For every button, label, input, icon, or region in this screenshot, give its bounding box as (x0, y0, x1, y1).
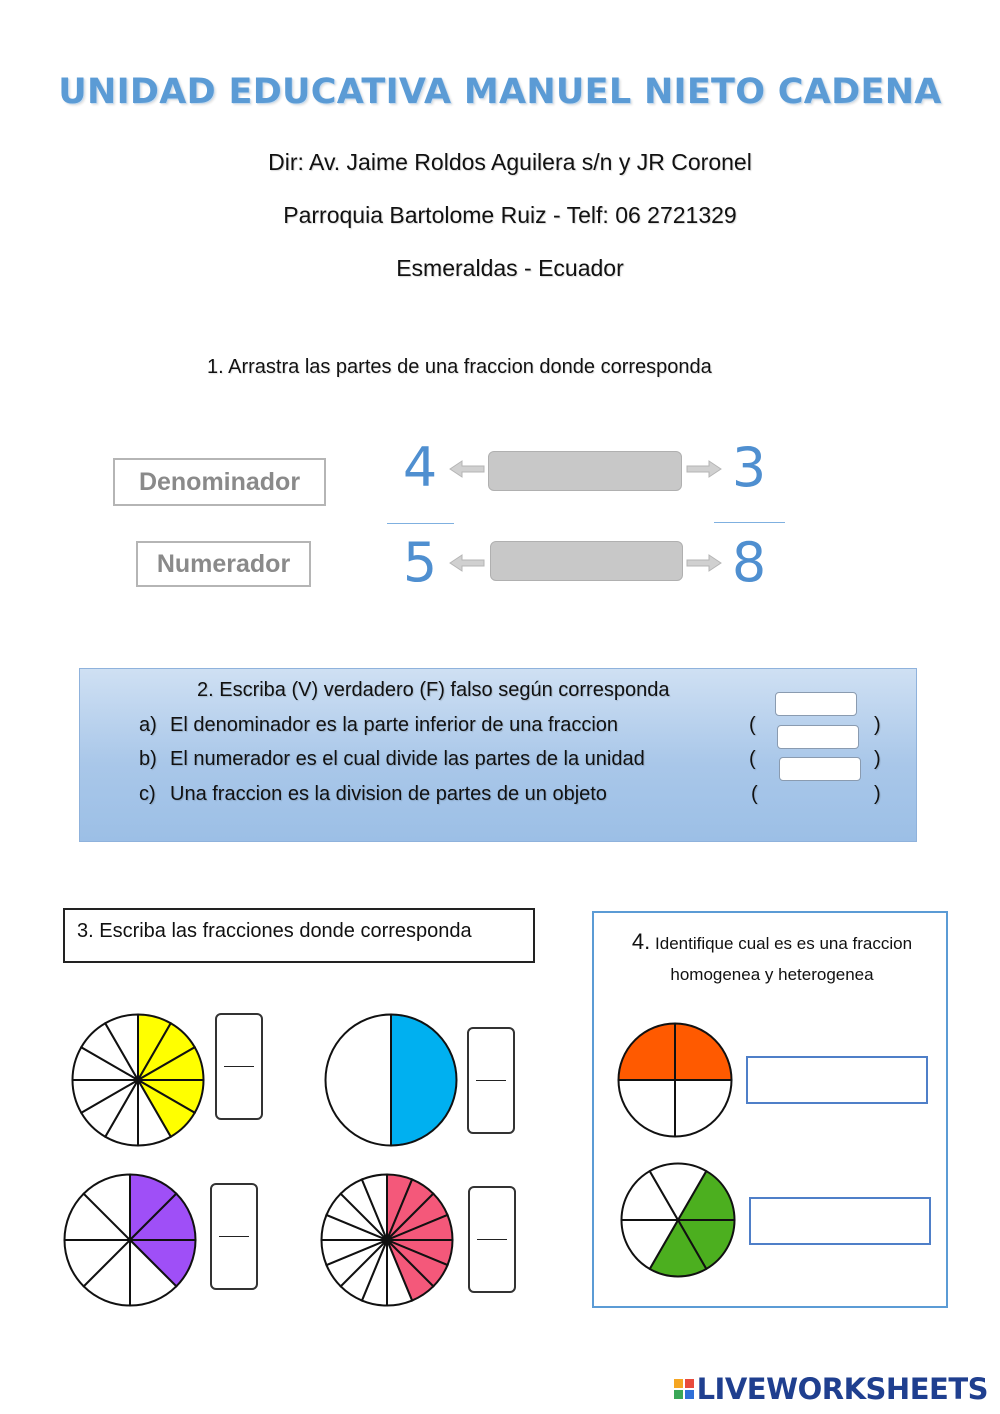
q2-answer-input-b[interactable] (777, 725, 859, 749)
arrow-right-icon (687, 553, 723, 573)
arrow-left-icon (450, 553, 486, 573)
q2-item-b-text: El numerador es el cual divide las partes de la unidad (170, 748, 645, 770)
q4-answer-input-1[interactable] (746, 1056, 928, 1104)
q3-circle-1 (71, 1013, 205, 1147)
fraction-right-numerator: 3 (731, 436, 767, 499)
q2-item-a-open-paren: ( (749, 714, 756, 736)
arrow-left-icon (450, 459, 486, 479)
q3-circle-4 (320, 1173, 454, 1307)
fraction-left-numerator: 4 (402, 436, 438, 499)
pie-slice-empty (675, 1080, 732, 1137)
fraction-line (219, 1236, 249, 1237)
school-city: Esmeraldas - Ecuador (396, 255, 624, 281)
q2-item-b-close-paren: ) (874, 748, 881, 770)
q3-circle-3 (63, 1173, 197, 1307)
logo-square (674, 1379, 683, 1388)
drag-label-denominador[interactable]: Denominador (113, 458, 326, 506)
q2-item-c-close-paren: ) (874, 783, 881, 805)
q2-title: 2. Escriba (V) verdadero (F) falso según corresponda (197, 679, 670, 701)
q2-item-b-open-paren: ( (749, 748, 756, 770)
school-parish-phone: Parroquia Bartolome Ruiz - Telf: 06 2721329 (283, 202, 737, 228)
q2-item-a-text: El denominador es la parte inferior de una fraccion (170, 714, 619, 736)
q4-prompt-text1: Identifique cual es es una fraccion (655, 934, 913, 953)
fraction-left-bar (387, 523, 454, 524)
pie-slice-empty (326, 1015, 392, 1146)
drag-label-numerador[interactable]: Numerador (136, 541, 311, 587)
pie-slice-shaded (391, 1015, 457, 1146)
fraction-left-denominator: 5 (402, 531, 438, 594)
q3-prompt: 3. Escriba las fracciones donde corresponda (63, 908, 535, 963)
drop-zone-bottom[interactable] (490, 541, 683, 581)
liveworksheets-logo-icon (674, 1379, 694, 1399)
logo-square (674, 1390, 683, 1399)
school-address: Dir: Av. Jaime Roldos Aguilera s/n y JR Coronel (268, 149, 752, 175)
q2-item-c-open-paren: ( (751, 783, 758, 805)
logo-square (685, 1379, 694, 1388)
q4-number: 4. (631, 929, 651, 954)
q2-item-c-text: Una fraccion es la division de partes de un objeto (170, 783, 607, 805)
pie-slice-shaded (675, 1024, 732, 1081)
q3-answer-card-1[interactable] (215, 1013, 263, 1120)
fraction-right-denominator: 8 (731, 531, 767, 594)
q2-answer-input-a[interactable] (775, 692, 857, 716)
pie-slice-empty (619, 1080, 676, 1137)
pie-slice-shaded (619, 1024, 676, 1081)
fraction-right-bar (714, 522, 785, 523)
q3-answer-card-2[interactable] (467, 1027, 515, 1134)
q2-item-c-letter: c) (139, 783, 156, 805)
q4-circle-2 (620, 1162, 736, 1278)
q1-prompt: 1. Arrastra las partes de una fraccion donde corresponda (207, 356, 712, 378)
fraction-line (477, 1239, 507, 1240)
liveworksheets-logo-text: LIVEWORKSHEETS (696, 1372, 988, 1406)
liveworksheets-logo[interactable] (674, 1372, 988, 1406)
q4-circle-1 (617, 1022, 733, 1138)
q4-prompt-line2: homogenea y heterogenea (670, 965, 874, 984)
q2-item-b-letter: b) (139, 748, 157, 770)
q2-answer-input-c[interactable] (779, 757, 861, 781)
q4-prompt-line1 (594, 925, 950, 960)
fraction-line (476, 1080, 506, 1081)
q3-answer-card-4[interactable] (468, 1186, 516, 1293)
q2-item-a-letter: a) (139, 714, 157, 736)
school-name: UNIDAD EDUCATIVA MANUEL NIETO CADENA (58, 72, 942, 112)
logo-square (685, 1390, 694, 1399)
q3-circle-2 (324, 1013, 458, 1147)
fraction-line (224, 1066, 254, 1067)
q3-answer-card-3[interactable] (210, 1183, 258, 1290)
drop-zone-top[interactable] (488, 451, 682, 491)
q2-item-a-close-paren: ) (874, 714, 881, 736)
arrow-right-icon (687, 459, 723, 479)
q4-answer-input-2[interactable] (749, 1197, 931, 1245)
